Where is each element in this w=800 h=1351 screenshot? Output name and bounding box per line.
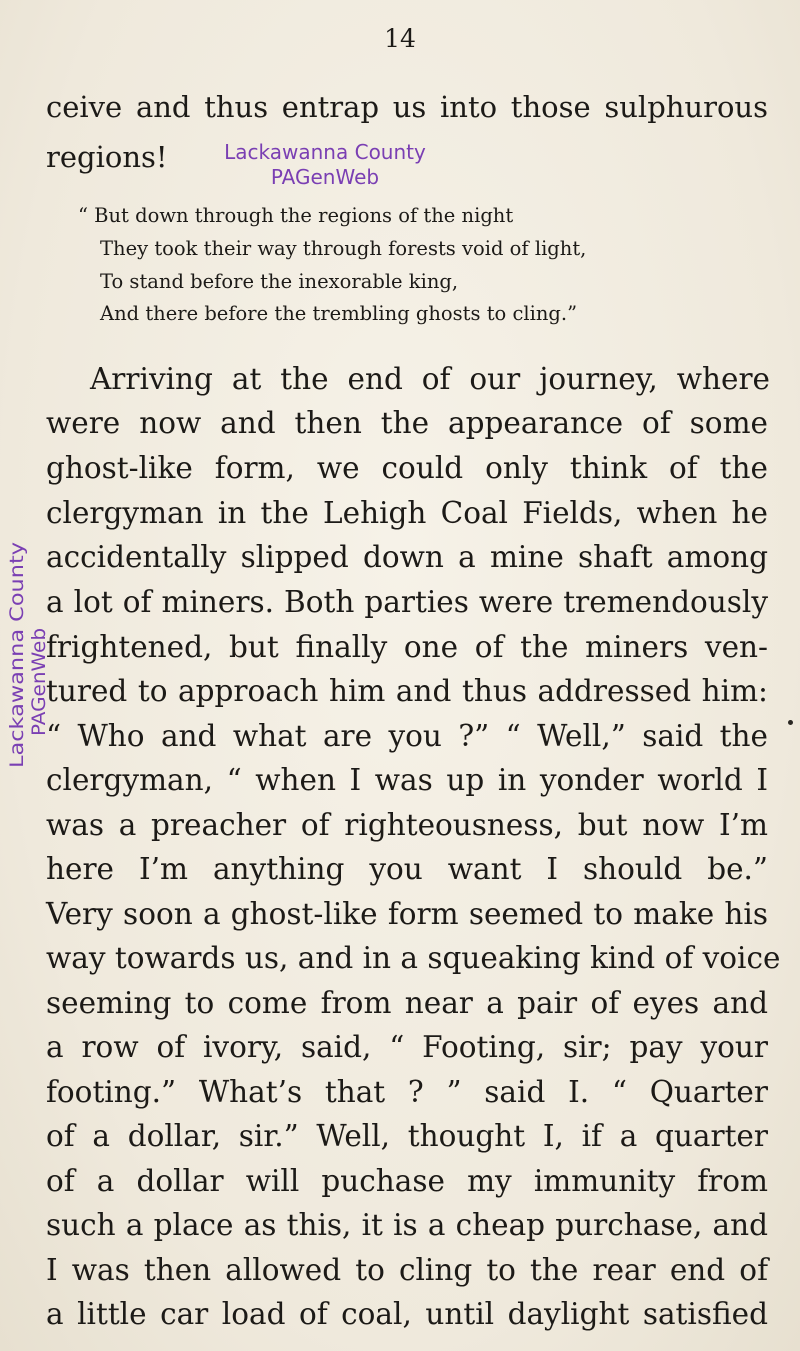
text-line: Arriving at the end of our journey, where bbox=[90, 362, 770, 396]
text-line: were now and then the appearance of some bbox=[46, 406, 768, 440]
verse-line: They took their way through forests void of light, bbox=[100, 237, 587, 260]
text-line: was a preacher of righteousness, but now I’m bbox=[46, 808, 768, 842]
text-line: a lot of miners. Both parties were tremendously bbox=[46, 585, 768, 619]
verse-line: To stand before the inexorable king, bbox=[100, 270, 459, 293]
text-line: clergyman, “ when I was up in yonder world I bbox=[46, 763, 768, 797]
text-line: footing.” What’s that ? ” said I. “ Quarter bbox=[46, 1075, 768, 1109]
verse-line: “ But down through the regions of the night bbox=[78, 204, 514, 227]
text-line: ceive and thus entrap us into those sulphurous bbox=[46, 90, 768, 124]
text-line: seeming to come from near a pair of eyes and bbox=[46, 986, 768, 1020]
text-line: clergyman in the Lehigh Coal Fields, when he bbox=[46, 496, 768, 530]
text-line: a little car load of coal, until daylight satisfied bbox=[46, 1297, 768, 1331]
text-line: I was then allowed to cling to the rear end of bbox=[46, 1253, 768, 1287]
text-line: such a place as this, it is a cheap purchase, and bbox=[46, 1208, 768, 1242]
watermark-line-2: PAGenWeb bbox=[270, 165, 380, 189]
text-line: way towards us, and in a squeaking kind of voice bbox=[46, 941, 781, 975]
text-line: of a dollar, sir.” Well, thought I, if a quarter bbox=[46, 1119, 768, 1153]
watermark-line-1: Lackawanna County bbox=[224, 140, 426, 164]
text-line: here I’m anything you want I should be.” bbox=[46, 852, 768, 886]
watermark-side-line-2: PAGenWeb bbox=[28, 633, 50, 736]
text-line: regions! bbox=[46, 140, 168, 174]
text-line: frightened, but finally one of the miners ven- bbox=[46, 630, 768, 664]
watermark-top bbox=[195, 140, 455, 190]
text-line: “ Who and what are you ?” “ Well,” said the bbox=[46, 719, 768, 753]
text-line: tured to approach him and thus addressed him: bbox=[46, 674, 768, 708]
ink-speck bbox=[788, 720, 793, 725]
text-line: ghost-like form, we could only think of the bbox=[46, 451, 768, 485]
text-line: Very soon a ghost-like form seemed to make his bbox=[46, 897, 768, 931]
text-line: a row of ivory, said, “ Footing, sir; pay your bbox=[46, 1030, 768, 1064]
page-number: 14 bbox=[384, 24, 416, 53]
watermark-side-line-1: Lackawanna County bbox=[6, 576, 28, 768]
verse-line: And there before the trembling ghosts to cling.” bbox=[100, 302, 578, 325]
text-line: of a dollar will puchase my immunity from bbox=[46, 1164, 768, 1198]
watermark-side bbox=[2, 540, 50, 770]
text-line: accidentally slipped down a mine shaft among bbox=[46, 540, 768, 574]
